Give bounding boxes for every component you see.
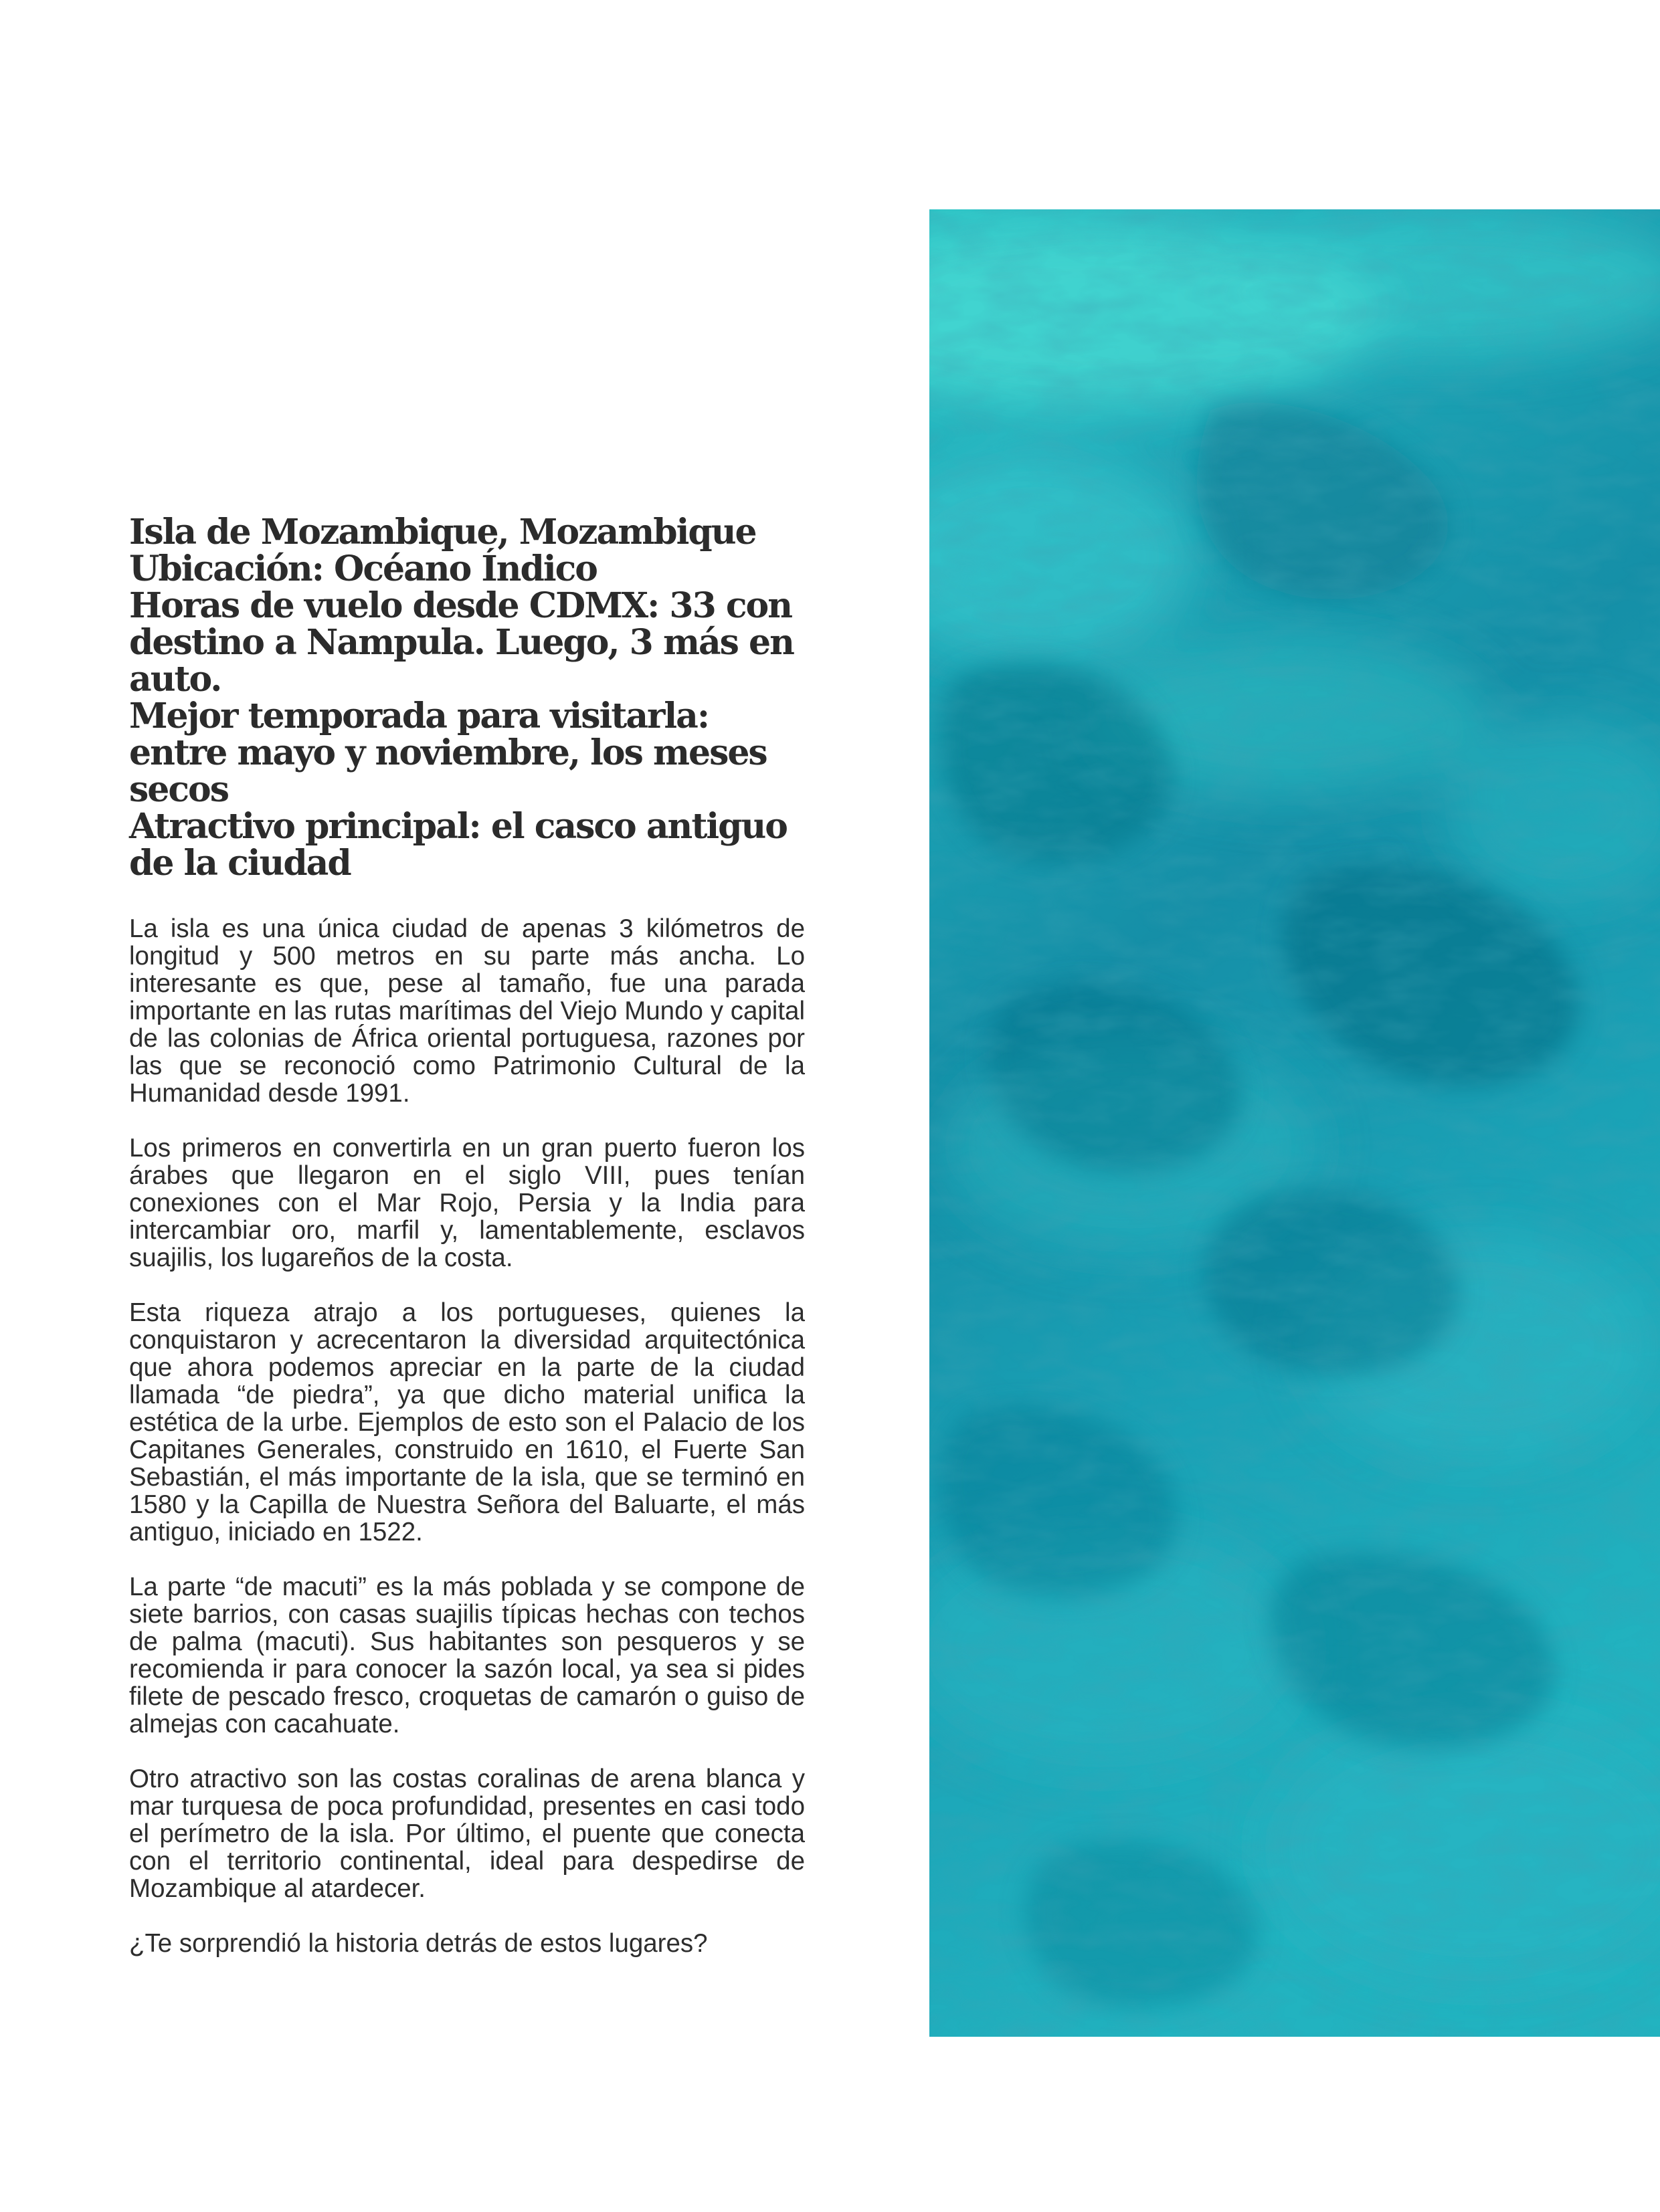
water-ripple-texture — [929, 209, 1660, 2037]
paragraph-portuguese: Esta riqueza atrajo a los portugueses, quienes la conquistaron y acrecentaron la diversidad arquitectónica que ahora podemos apreciar en la parte de la ciudad llamada “de piedra”, ya que dicho material unifica la estética de la urbe. Ejemplos de esto son el Palacio de los Capitanes Generales, construido en 1610, el Fuerte San Sebastián, el más importante de la isla, que se terminó en 1580 y la Capilla de Nuestra Señora del Baluarte, el más antiguo, iniciado en 1522. — [129, 1298, 805, 1546]
fact-sheet-heading — [129, 514, 805, 882]
paragraph-intro: La isla es una única ciudad de apenas 3 kilómetros de longitud y 500 metros en su parte más ancha. Lo interesante es que, pese al tamaño, fue una parada importante en las rutas marítimas del Viejo Mundo y capital de las colonias de África oriental portuguesa, razones por las que se reconoció como Patrimonio Cultural de la Humanidad desde 1991. — [129, 914, 805, 1108]
closing-question: ¿Te sorprendió la historia detrás de estos lugares? — [129, 1929, 708, 1958]
ocean-aerial-photo — [929, 209, 1660, 2037]
fact-best-season: Mejor temporada para visitarla: entre mayo y noviembre, los meses secos — [129, 696, 767, 810]
paragraph-macuti: La parte “de macuti” es la más poblada y se compone de siete barrios, con casas suajilis típicas hechas con techos de palma (macuti). Sus habitantes son pesqueros y se recomienda ir para conocer la sazón local, ya sea si pides filete de pescado fresco, croquetas de camarón o guiso de almejas con cacahuate. — [129, 1573, 805, 1738]
fact-main-attraction: Atractivo principal: el casco antiguo de la ciudad — [129, 806, 787, 884]
paragraph-coasts: Otro atractivo son las costas coralinas de arena blanca y mar turquesa de poca profundidad, presentes en casi todo el perímetro de la isla. Por último, el puente que conecta con el territorio continental, ideal para despedirse de Mozambique al atardecer. — [129, 1765, 805, 1903]
ocean-photo-illustration — [929, 209, 1660, 2037]
fact-flight-hours: Horas de vuelo desde CDMX: 33 con destino a Nampula. Luego, 3 más en auto. — [129, 585, 794, 700]
fact-location: Ubicación: Océano Índico — [129, 548, 597, 589]
article-column — [129, 514, 805, 1957]
paragraph-arab-port: Los primeros en convertirla en un gran puerto fueron los árabes que llegaron en el siglo VIII, pues tenían conexiones con el Mar Rojo, Persia y la India para intercambiar oro, marfil y, lamentablemente, esclavos suajilis, los lugareños de la costa. — [129, 1134, 805, 1272]
fact-destination: Isla de Mozambique, Mozambique — [129, 512, 756, 552]
